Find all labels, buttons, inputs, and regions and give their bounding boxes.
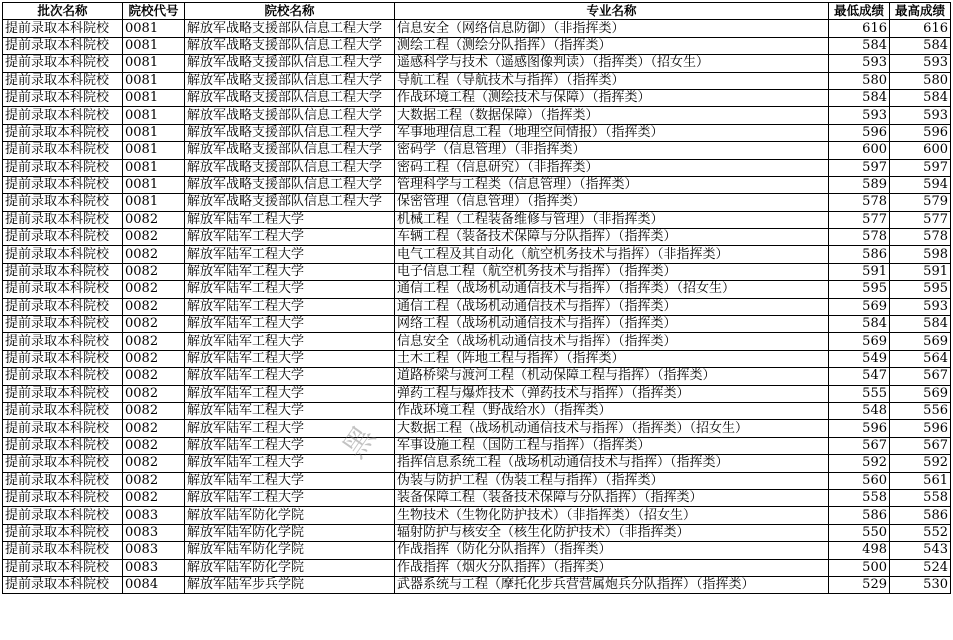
cell-code: 0082 bbox=[123, 350, 185, 367]
cell-batch: 提前录取本科院校 bbox=[3, 298, 123, 315]
cell-batch: 提前录取本科院校 bbox=[3, 194, 123, 211]
cell-min-score: 593 bbox=[829, 107, 890, 124]
cell-batch: 提前录取本科院校 bbox=[3, 507, 123, 524]
table-row bbox=[3, 507, 951, 524]
cell-code: 0082 bbox=[123, 420, 185, 437]
table-row bbox=[3, 72, 951, 89]
cell-major: 机械工程（工程装备维修与管理）（非指挥类） bbox=[395, 211, 829, 228]
cell-batch: 提前录取本科院校 bbox=[3, 37, 123, 54]
cell-max-score: 579 bbox=[890, 194, 951, 211]
cell-max-score: 580 bbox=[890, 72, 951, 89]
cell-min-score: 595 bbox=[829, 281, 890, 298]
cell-code: 0082 bbox=[123, 281, 185, 298]
cell-batch: 提前录取本科院校 bbox=[3, 368, 123, 385]
cell-min-score: 549 bbox=[829, 350, 890, 367]
cell-major: 作战指挥（烟火分队指挥）（指挥类） bbox=[395, 559, 829, 576]
cell-major: 遥感科学与技术（遥感图像判读）（指挥类）（招女生） bbox=[395, 55, 829, 72]
cell-min-score: 500 bbox=[829, 559, 890, 576]
cell-max-score: 596 bbox=[890, 124, 951, 141]
cell-major: 军事地理信息工程（地理空间情报）（指挥类） bbox=[395, 124, 829, 141]
cell-batch: 提前录取本科院校 bbox=[3, 229, 123, 246]
table-row bbox=[3, 107, 951, 124]
cell-major: 通信工程（战场机动通信技术与指挥）（指挥类） bbox=[395, 298, 829, 315]
table-row bbox=[3, 246, 951, 263]
cell-school: 解放军陆军工程大学 bbox=[185, 333, 395, 350]
cell-code: 0081 bbox=[123, 37, 185, 54]
cell-major: 武器系统与工程（摩托化步兵营营属炮兵分队指挥）（指挥类） bbox=[395, 576, 829, 593]
cell-major: 土木工程（阵地工程与指挥）（指挥类） bbox=[395, 350, 829, 367]
cell-school: 解放军陆军工程大学 bbox=[185, 455, 395, 472]
cell-max-score: 592 bbox=[890, 455, 951, 472]
cell-school: 解放军陆军工程大学 bbox=[185, 350, 395, 367]
cell-min-score: 558 bbox=[829, 489, 890, 506]
cell-max-score: 598 bbox=[890, 246, 951, 263]
cell-max-score: 524 bbox=[890, 559, 951, 576]
cell-school: 解放军陆军防化学院 bbox=[185, 542, 395, 559]
cell-code: 0081 bbox=[123, 159, 185, 176]
cell-max-score: 569 bbox=[890, 385, 951, 402]
table-row bbox=[3, 437, 951, 454]
cell-code: 0082 bbox=[123, 472, 185, 489]
cell-code: 0082 bbox=[123, 333, 185, 350]
cell-code: 0082 bbox=[123, 455, 185, 472]
cell-major: 指挥信息系统工程（战场机动通信技术与指挥）（指挥类） bbox=[395, 455, 829, 472]
cell-school: 解放军战略支援部队信息工程大学 bbox=[185, 20, 395, 37]
cell-max-score: 616 bbox=[890, 20, 951, 37]
cell-max-score: 530 bbox=[890, 576, 951, 593]
cell-min-score: 560 bbox=[829, 472, 890, 489]
cell-min-score: 586 bbox=[829, 246, 890, 263]
header-min: 最低成绩 bbox=[829, 3, 890, 20]
cell-school: 解放军战略支援部队信息工程大学 bbox=[185, 37, 395, 54]
cell-code: 0081 bbox=[123, 176, 185, 193]
cell-batch: 提前录取本科院校 bbox=[3, 55, 123, 72]
cell-min-score: 600 bbox=[829, 142, 890, 159]
cell-batch: 提前录取本科院校 bbox=[3, 263, 123, 280]
cell-school: 解放军战略支援部队信息工程大学 bbox=[185, 159, 395, 176]
cell-major: 网络工程（战场机动通信技术与指挥）（指挥类） bbox=[395, 316, 829, 333]
header-row bbox=[3, 3, 951, 20]
cell-batch: 提前录取本科院校 bbox=[3, 576, 123, 593]
cell-code: 0082 bbox=[123, 489, 185, 506]
cell-max-score: 569 bbox=[890, 333, 951, 350]
cell-major: 保密管理（信息管理）（指挥类） bbox=[395, 194, 829, 211]
table-row bbox=[3, 385, 951, 402]
cell-min-score: 567 bbox=[829, 437, 890, 454]
cell-max-score: 584 bbox=[890, 37, 951, 54]
cell-school: 解放军陆军防化学院 bbox=[185, 524, 395, 541]
cell-batch: 提前录取本科院校 bbox=[3, 437, 123, 454]
cell-school: 解放军战略支援部队信息工程大学 bbox=[185, 72, 395, 89]
cell-code: 0081 bbox=[123, 89, 185, 106]
cell-max-score: 596 bbox=[890, 420, 951, 437]
cell-major: 作战指挥（防化分队指挥）（指挥类） bbox=[395, 542, 829, 559]
table-row bbox=[3, 55, 951, 72]
cell-major: 作战环境工程（测绘技术与保障）（指挥类） bbox=[395, 89, 829, 106]
cell-batch: 提前录取本科院校 bbox=[3, 89, 123, 106]
table-row bbox=[3, 542, 951, 559]
cell-school: 解放军陆军工程大学 bbox=[185, 211, 395, 228]
cell-code: 0082 bbox=[123, 246, 185, 263]
cell-min-score: 580 bbox=[829, 72, 890, 89]
table-row bbox=[3, 229, 951, 246]
cell-school: 解放军陆军工程大学 bbox=[185, 420, 395, 437]
cell-max-score: 594 bbox=[890, 176, 951, 193]
cell-max-score: 578 bbox=[890, 229, 951, 246]
cell-code: 0082 bbox=[123, 263, 185, 280]
cell-school: 解放军战略支援部队信息工程大学 bbox=[185, 124, 395, 141]
table-row bbox=[3, 472, 951, 489]
cell-min-score: 498 bbox=[829, 542, 890, 559]
cell-max-score: 577 bbox=[890, 211, 951, 228]
cell-min-score: 578 bbox=[829, 194, 890, 211]
cell-batch: 提前录取本科院校 bbox=[3, 211, 123, 228]
cell-max-score: 586 bbox=[890, 507, 951, 524]
cell-min-score: 569 bbox=[829, 333, 890, 350]
cell-batch: 提前录取本科院校 bbox=[3, 159, 123, 176]
cell-min-score: 597 bbox=[829, 159, 890, 176]
cell-batch: 提前录取本科院校 bbox=[3, 420, 123, 437]
table-row bbox=[3, 176, 951, 193]
cell-batch: 提前录取本科院校 bbox=[3, 559, 123, 576]
table-row bbox=[3, 37, 951, 54]
cell-min-score: 550 bbox=[829, 524, 890, 541]
cell-school: 解放军陆军工程大学 bbox=[185, 385, 395, 402]
cell-min-score: 547 bbox=[829, 368, 890, 385]
cell-school: 解放军陆军防化学院 bbox=[185, 559, 395, 576]
cell-school: 解放军陆军步兵学院 bbox=[185, 576, 395, 593]
cell-max-score: 584 bbox=[890, 89, 951, 106]
cell-batch: 提前录取本科院校 bbox=[3, 385, 123, 402]
cell-school: 解放军陆军工程大学 bbox=[185, 402, 395, 419]
cell-batch: 提前录取本科院校 bbox=[3, 472, 123, 489]
cell-batch: 提前录取本科院校 bbox=[3, 176, 123, 193]
header-school: 院校名称 bbox=[185, 3, 395, 20]
table-row bbox=[3, 89, 951, 106]
cell-max-score: 556 bbox=[890, 402, 951, 419]
table-row bbox=[3, 142, 951, 159]
cell-max-score: 552 bbox=[890, 524, 951, 541]
table-row bbox=[3, 559, 951, 576]
table-body bbox=[3, 20, 951, 594]
cell-min-score: 596 bbox=[829, 124, 890, 141]
cell-max-score: 593 bbox=[890, 107, 951, 124]
table-row bbox=[3, 455, 951, 472]
cell-max-score: 591 bbox=[890, 263, 951, 280]
cell-major: 大数据工程（战场机动通信技术与指挥）（指挥类）（招女生） bbox=[395, 420, 829, 437]
cell-code: 0083 bbox=[123, 559, 185, 576]
cell-major: 作战环境工程（野战给水）（指挥类） bbox=[395, 402, 829, 419]
cell-min-score: 584 bbox=[829, 37, 890, 54]
cell-major: 信息安全（网络信息防御）（非指挥类） bbox=[395, 20, 829, 37]
cell-major: 电子信息工程（航空机务技术与指挥）（指挥类） bbox=[395, 263, 829, 280]
cell-major: 辐射防护与核安全（核生化防护技术）（非指挥类） bbox=[395, 524, 829, 541]
cell-school: 解放军陆军防化学院 bbox=[185, 507, 395, 524]
cell-school: 解放军战略支援部队信息工程大学 bbox=[185, 107, 395, 124]
cell-school: 解放军战略支援部队信息工程大学 bbox=[185, 176, 395, 193]
cell-code: 0082 bbox=[123, 316, 185, 333]
cell-batch: 提前录取本科院校 bbox=[3, 524, 123, 541]
cell-major: 伪装与防护工程（伪装工程与指挥）（指挥类） bbox=[395, 472, 829, 489]
cell-school: 解放军陆军工程大学 bbox=[185, 472, 395, 489]
cell-batch: 提前录取本科院校 bbox=[3, 246, 123, 263]
cell-major: 密码工程（信息研究）（非指挥类） bbox=[395, 159, 829, 176]
cell-max-score: 564 bbox=[890, 350, 951, 367]
cell-min-score: 591 bbox=[829, 263, 890, 280]
cell-major: 管理科学与工程类（信息管理）（指挥类） bbox=[395, 176, 829, 193]
cell-code: 0081 bbox=[123, 55, 185, 72]
cell-school: 解放军陆军工程大学 bbox=[185, 368, 395, 385]
table-row bbox=[3, 159, 951, 176]
cell-batch: 提前录取本科院校 bbox=[3, 142, 123, 159]
cell-max-score: 567 bbox=[890, 368, 951, 385]
cell-code: 0082 bbox=[123, 385, 185, 402]
header-max: 最高成绩 bbox=[890, 3, 951, 20]
cell-min-score: 577 bbox=[829, 211, 890, 228]
cell-max-score: 593 bbox=[890, 298, 951, 315]
cell-major: 装备保障工程（装备技术保障与分队指挥）（指挥类） bbox=[395, 489, 829, 506]
cell-major: 密码学（信息管理）（非指挥类） bbox=[395, 142, 829, 159]
table-row bbox=[3, 489, 951, 506]
cell-code: 0082 bbox=[123, 229, 185, 246]
header-code: 院校代号 bbox=[123, 3, 185, 20]
table-row bbox=[3, 368, 951, 385]
cell-code: 0081 bbox=[123, 194, 185, 211]
table-row bbox=[3, 333, 951, 350]
cell-max-score: 558 bbox=[890, 489, 951, 506]
cell-school: 解放军战略支援部队信息工程大学 bbox=[185, 194, 395, 211]
cell-max-score: 595 bbox=[890, 281, 951, 298]
cell-batch: 提前录取本科院校 bbox=[3, 455, 123, 472]
cell-school: 解放军战略支援部队信息工程大学 bbox=[185, 55, 395, 72]
cell-batch: 提前录取本科院校 bbox=[3, 542, 123, 559]
cell-batch: 提前录取本科院校 bbox=[3, 20, 123, 37]
cell-code: 0081 bbox=[123, 20, 185, 37]
cell-school: 解放军陆军工程大学 bbox=[185, 246, 395, 263]
cell-code: 0081 bbox=[123, 107, 185, 124]
cell-min-score: 584 bbox=[829, 89, 890, 106]
cell-batch: 提前录取本科院校 bbox=[3, 107, 123, 124]
cell-code: 0082 bbox=[123, 298, 185, 315]
cell-min-score: 616 bbox=[829, 20, 890, 37]
cell-school: 解放军陆军工程大学 bbox=[185, 437, 395, 454]
cell-min-score: 593 bbox=[829, 55, 890, 72]
table-row bbox=[3, 316, 951, 333]
table-row bbox=[3, 420, 951, 437]
table-row bbox=[3, 350, 951, 367]
table-row bbox=[3, 576, 951, 593]
cell-code: 0084 bbox=[123, 576, 185, 593]
cell-major: 车辆工程（装备技术保障与分队指挥）（指挥类） bbox=[395, 229, 829, 246]
header-batch: 批次名称 bbox=[3, 3, 123, 20]
cell-max-score: 597 bbox=[890, 159, 951, 176]
table-row bbox=[3, 402, 951, 419]
table-row bbox=[3, 281, 951, 298]
cell-batch: 提前录取本科院校 bbox=[3, 489, 123, 506]
cell-max-score: 584 bbox=[890, 316, 951, 333]
score-table bbox=[2, 2, 951, 594]
cell-major: 信息安全（战场机动通信技术与指挥）（指挥类） bbox=[395, 333, 829, 350]
cell-min-score: 578 bbox=[829, 229, 890, 246]
cell-code: 0082 bbox=[123, 211, 185, 228]
cell-min-score: 584 bbox=[829, 316, 890, 333]
cell-code: 0083 bbox=[123, 542, 185, 559]
cell-code: 0081 bbox=[123, 72, 185, 89]
cell-code: 0083 bbox=[123, 524, 185, 541]
cell-code: 0082 bbox=[123, 368, 185, 385]
watermark-glyph: 黑 bbox=[336, 420, 383, 465]
cell-major: 电气工程及其自动化（航空机务技术与指挥）（非指挥类） bbox=[395, 246, 829, 263]
cell-max-score: 600 bbox=[890, 142, 951, 159]
cell-school: 解放军陆军工程大学 bbox=[185, 229, 395, 246]
cell-max-score: 593 bbox=[890, 55, 951, 72]
table-row bbox=[3, 263, 951, 280]
cell-major: 测绘工程（测绘分队指挥）（指挥类） bbox=[395, 37, 829, 54]
cell-batch: 提前录取本科院校 bbox=[3, 316, 123, 333]
cell-batch: 提前录取本科院校 bbox=[3, 124, 123, 141]
cell-code: 0082 bbox=[123, 402, 185, 419]
cell-major: 导航工程（导航技术与指挥）（指挥类） bbox=[395, 72, 829, 89]
cell-code: 0083 bbox=[123, 507, 185, 524]
cell-school: 解放军战略支援部队信息工程大学 bbox=[185, 142, 395, 159]
table-row bbox=[3, 524, 951, 541]
cell-school: 解放军陆军工程大学 bbox=[185, 281, 395, 298]
cell-batch: 提前录取本科院校 bbox=[3, 333, 123, 350]
cell-batch: 提前录取本科院校 bbox=[3, 72, 123, 89]
cell-min-score: 586 bbox=[829, 507, 890, 524]
table-row bbox=[3, 211, 951, 228]
table-row bbox=[3, 124, 951, 141]
cell-code: 0081 bbox=[123, 142, 185, 159]
cell-batch: 提前录取本科院校 bbox=[3, 402, 123, 419]
cell-batch: 提前录取本科院校 bbox=[3, 281, 123, 298]
cell-min-score: 589 bbox=[829, 176, 890, 193]
cell-min-score: 555 bbox=[829, 385, 890, 402]
cell-school: 解放军陆军工程大学 bbox=[185, 298, 395, 315]
cell-min-score: 529 bbox=[829, 576, 890, 593]
cell-code: 0082 bbox=[123, 437, 185, 454]
cell-max-score: 561 bbox=[890, 472, 951, 489]
cell-major: 军事设施工程（国防工程与指挥）（指挥类） bbox=[395, 437, 829, 454]
cell-min-score: 569 bbox=[829, 298, 890, 315]
table-row bbox=[3, 20, 951, 37]
cell-code: 0081 bbox=[123, 124, 185, 141]
cell-school: 解放军陆军工程大学 bbox=[185, 316, 395, 333]
cell-major: 通信工程（战场机动通信技术与指挥）（指挥类）（招女生） bbox=[395, 281, 829, 298]
cell-school: 解放军战略支援部队信息工程大学 bbox=[185, 89, 395, 106]
cell-major: 弹药工程与爆炸技术（弹药技术与指挥）（指挥类） bbox=[395, 385, 829, 402]
cell-major: 道路桥梁与渡河工程（机动保障工程与指挥）（指挥类） bbox=[395, 368, 829, 385]
score-table-container bbox=[2, 2, 951, 594]
cell-major: 大数据工程（数据保障）（指挥类） bbox=[395, 107, 829, 124]
table-row bbox=[3, 194, 951, 211]
cell-max-score: 567 bbox=[890, 437, 951, 454]
cell-major: 生物技术（生物化防护技术）（非指挥类）（招女生） bbox=[395, 507, 829, 524]
cell-school: 解放军陆军工程大学 bbox=[185, 489, 395, 506]
cell-min-score: 596 bbox=[829, 420, 890, 437]
cell-max-score: 543 bbox=[890, 542, 951, 559]
cell-min-score: 592 bbox=[829, 455, 890, 472]
cell-min-score: 548 bbox=[829, 402, 890, 419]
cell-batch: 提前录取本科院校 bbox=[3, 350, 123, 367]
header-major: 专业名称 bbox=[395, 3, 829, 20]
table-row bbox=[3, 298, 951, 315]
cell-school: 解放军陆军工程大学 bbox=[185, 263, 395, 280]
